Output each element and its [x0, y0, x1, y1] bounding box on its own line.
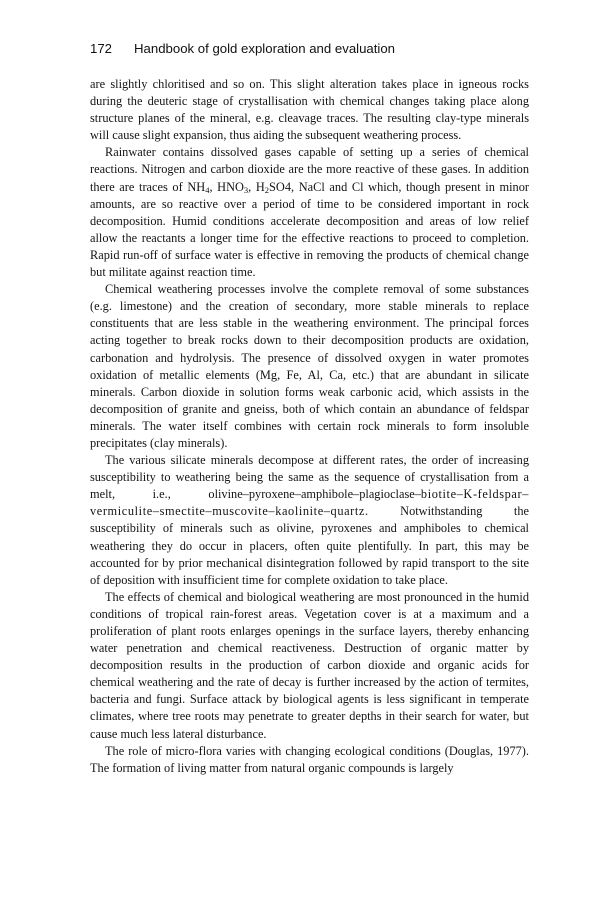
text-run: Notwithstanding the susceptibility of minerals such as olivine, pyroxenes and amphiboles to chemical weathering they do occur in placers, often quite plentifully. In part, this may be accounted for by prior mechanical disintegration followed by rapid transport to the site of deposition with insufficient time for complete oxidation to take place. — [90, 504, 529, 587]
text-run: The various silicate minerals decompose at different rates, the order of increasing susceptibility to weathering being the same as the sequence of crystallisation from a melt, i.e., olivine–pyroxene–amphibole–plagioclase– — [90, 453, 529, 502]
subscript: 4 — [205, 184, 210, 195]
text-run: SO4, NaCl and Cl which, though present in minor amounts, are so reactive over a period of time to be considered important in rock decomposition. Humid conditions accelerate decomposition and areas of low relief allow the reactants a longer time for the effective reactions to proceed to completion. Rapid run-off of surface water is effective in removing the products of chemical change but militate against reaction time. — [90, 179, 529, 280]
text-run: Rainwater contains dissolved gases capable of setting up a series of chemical reactions. Nitrogen and carbon dioxide are the more reactive of these gases. In addition there are traces of NH — [90, 145, 529, 194]
subscript: 2 — [264, 184, 270, 195]
body-text — [90, 76, 529, 777]
running-title: Handbook of gold exploration and evaluation — [134, 41, 396, 56]
subscript: 3 — [243, 184, 249, 195]
text-run: , HNO — [209, 179, 244, 194]
running-header — [90, 41, 530, 63]
paragraph: The role of micro-flora varies with changing ecological conditions (Douglas, 1977). The formation of living matter from natural organic compounds is largely — [90, 743, 529, 775]
paragraph — [90, 452, 529, 589]
paragraph: are slightly chloritised and so on. This slight alteration takes place in igneous rocks during the deuteric stage of crystallisation with chemical changes taking place along structure planes of the mineral, e.g. cleavage traces. The resulting clay-type minerals will cause slight expansion, thus aiding the subsequent weathering process. — [90, 77, 529, 143]
paragraph: Chemical weathering processes involve the complete removal of some substances (e.g. limestone) and the creation of secondary, more stable minerals to replace constituents that are less stable in the weathering environment. The principal forces acting together to break rocks down to their decomposition products are oxidation, carbonation and hydrolysis. The presence of dissolved oxygen in water promotes oxidation of metallic elements (Mg, Fe, Al, Ca, etc.) that are abundant in silicate minerals. Carbon dioxide in solution forms weak carbonic acid, which assists in the decomposition of granite and gneiss, both of which contain an abundance of feldspar minerals. The water itself combines with certain rock minerals to form insoluble precipitates (clay minerals). — [90, 282, 529, 450]
page-number: 172 — [90, 41, 113, 56]
mineral-sequence: biotite–K-feldspar–vermiculite–smectite–muscovite–kaolinite–quartz. — [90, 487, 529, 519]
paragraph: The effects of chemical and biological weathering are most pronounced in the humid conditions of tropical rain-forest areas. Vegetation cover is at a maximum and a proliferation of plant roots enlarges openings in the surface layers, thereby enhancing water penetration and chemical reactiveness. Destruction of organic matter by decomposition results in the production of carbon dioxide and organic acids for chemical weathering and the rate of decay is further increased by the action of termites, bacteria and fungi. Surface attack by biological agents is less significant in temperate climates, where tree roots may penetrate to greater depths in their search for water, but cause much less lateral disturbance. — [90, 589, 529, 741]
paragraph — [90, 144, 529, 281]
text-run: , H — [248, 179, 265, 194]
